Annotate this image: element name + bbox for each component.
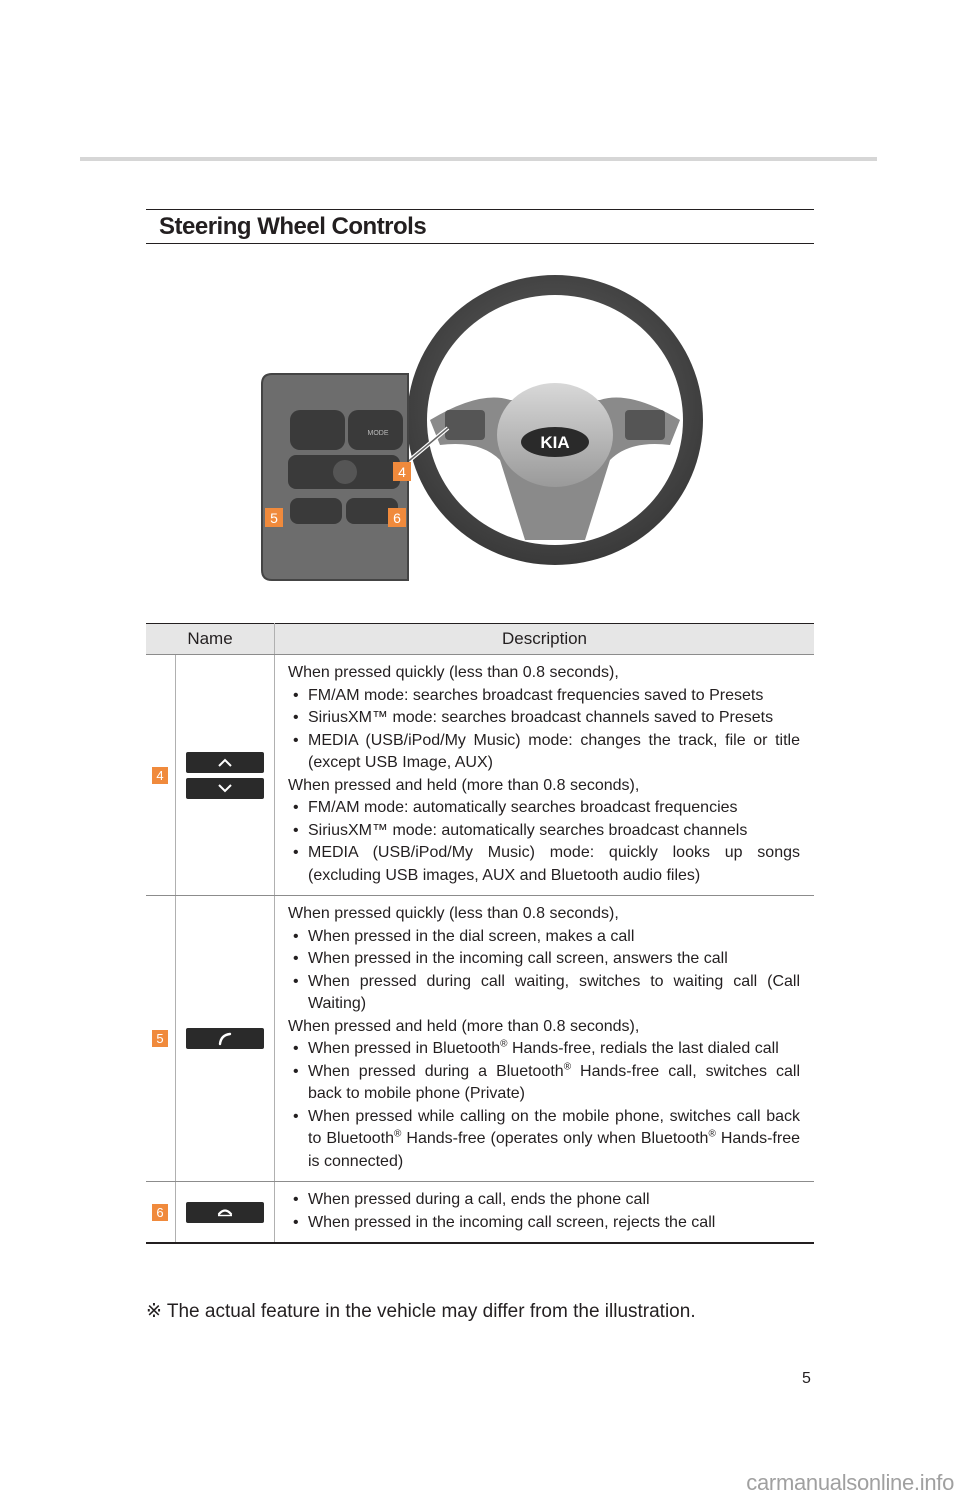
list-item: • When pressed in the dial screen, makes a call [288,926,800,949]
header-description: Description [275,624,815,655]
list-item: • When pressed during call waiting, switches to waiting call (Call Waiting) [288,971,800,1016]
table-row [146,896,814,1182]
header-name: Name [146,624,275,655]
list-item: • FM/AM mode: searches broadcast frequencies saved to Presets [288,685,800,708]
steering-wheel-illustration [250,270,710,590]
list-item: • SiriusXM™ mode: automatically searches broadcast channels [288,820,800,843]
chevron-down-icon [186,778,264,799]
controls-table [146,623,814,1244]
row-description [275,1182,815,1244]
list-item: • When pressed in the incoming call screen, answers the call [288,948,800,971]
section-header [146,209,814,244]
top-rule [80,157,877,161]
row-number-badge: 4 [152,767,168,784]
page-number: 5 [802,1370,811,1387]
table-row [146,655,814,896]
left-switch-pod [445,410,485,440]
illustration-note: ※ The actual feature in the vehicle may differ from the illustration. [146,1301,696,1322]
end-call-icon [186,1202,264,1223]
section-title: Steering Wheel Controls [159,213,427,240]
svg-text:5: 5 [270,510,278,526]
row-description: When pressed quickly (less than 0.8 seconds), • When pressed in the dial screen, makes a call • When pressed in the incoming call screen, answers the call • When pressed during call waiting, switches to waiting call (Call Waiting) When pressed and held (more than 0.8 seconds), • When pressed in Bluetooth® Hands-free, redials the last dialed call • When pressed during a Bluetooth® Hands-free call, switches call back to mobile phone (Private) • When pressed while calling on the mobile phone, switches call back to Bluetooth® Hands-free (operates only when Bluetooth® Hands-free is connected) [275,896,815,1182]
chevron-up-icon [186,752,264,773]
row-number-badge: 6 [152,1204,168,1221]
list-item: • FM/AM mode: automatically searches broadcast frequencies [288,797,800,820]
svg-text:6: 6 [393,510,401,526]
list-item: • MEDIA (USB/iPod/My Music) mode: changes the track, file or title (except USB Image, AUX) [288,730,800,775]
footer-watermark: carmanualsonline.info [746,1470,954,1495]
table-row [146,1182,814,1244]
list-item: • When pressed in the incoming call screen, rejects the call [288,1212,800,1235]
list-item: • SiriusXM™ mode: searches broadcast channels saved to Presets [288,707,800,730]
list-item: • When pressed while calling on the mobile phone, switches call back to Bluetooth® Hands-free (operates only when Bluetooth® Hands-free is connected) [288,1106,800,1174]
kia-logo-text: KIA [540,433,570,452]
row-number-badge: 5 [152,1030,168,1047]
list-item: • When pressed during a call, ends the phone call [288,1189,800,1212]
list-item: • MEDIA (USB/iPod/My Music) mode: quickly looks up songs (excluding USB images, AUX and Bluetooth audio files) [288,842,800,887]
list-item: • When pressed in Bluetooth® Hands-free, redials the last dialed call [288,1038,800,1061]
call-icon [186,1028,264,1049]
svg-text:MODE: MODE [367,430,389,437]
list-item: • When pressed during a Bluetooth® Hands-free call, switches call back to mobile phone (Private) [288,1061,800,1106]
row-description: When pressed quickly (less than 0.8 seconds), • FM/AM mode: searches broadcast frequencies saved to Presets • SiriusXM™ mode: searches broadcast channels saved to Presets • MEDIA (USB/iPod/My Music) mode: changes the track, file or title (except USB Image, AUX) When pressed and held (more than 0.8 seconds), • FM/AM mode: automatically searches broadcast frequencies • SiriusXM™ mode: automatically searches broadcast channels • MEDIA (USB/iPod/My Music) mode: quickly looks up songs (excluding USB images, AUX and Bluetooth audio files) [275,655,815,896]
right-switch-pod [625,410,665,440]
svg-text:4: 4 [398,464,406,480]
